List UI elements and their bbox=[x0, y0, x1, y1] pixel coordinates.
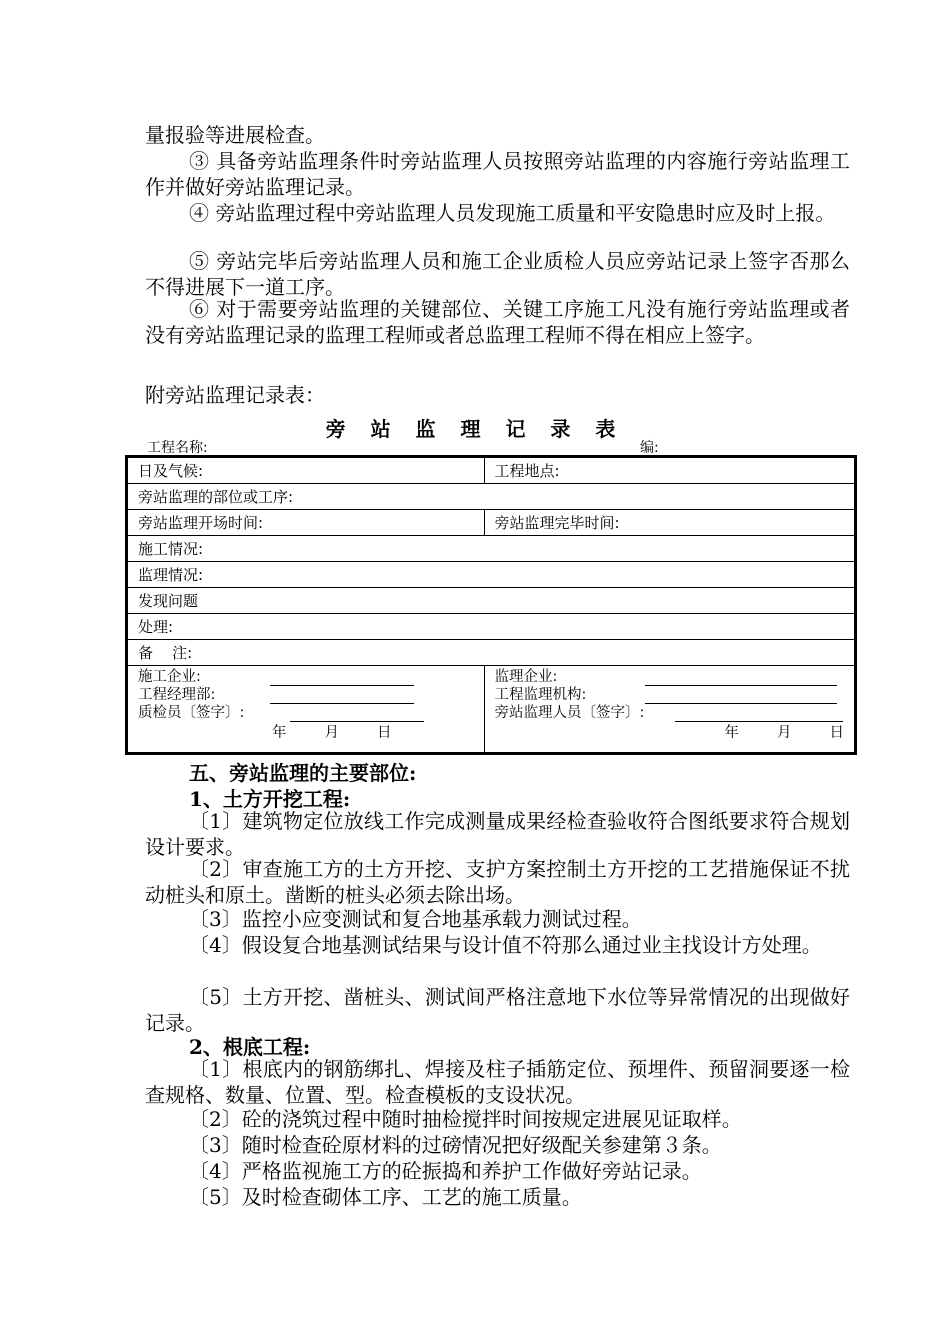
month-label: 月 bbox=[324, 725, 339, 741]
end-time-cell: 旁站监理完毕时间: bbox=[484, 510, 856, 536]
number-label: 编: bbox=[640, 440, 659, 456]
handling-cell: 处理: bbox=[127, 614, 856, 640]
year-label: 年 bbox=[272, 725, 287, 741]
supervision-sign-cell bbox=[484, 666, 856, 754]
location-cell: 工程地点: bbox=[484, 457, 856, 484]
table-row bbox=[127, 457, 856, 484]
section-heading: 五、旁站监理的主要部位: bbox=[189, 761, 417, 785]
list-item: 〔1〕建筑物定位放线工作完成测量成果经检查验收符合图纸要求符合规划设计要求。 bbox=[145, 809, 850, 859]
table-title: 旁 站 监 理 记 录 表 bbox=[325, 417, 625, 441]
remarks-cell: 备 注: bbox=[127, 640, 856, 666]
list-item: 〔2〕砼的浇筑过程中随时抽检搅拌时间按规定进展见证取样。 bbox=[189, 1107, 742, 1131]
inspector-label: 质检员〔签字〕: bbox=[138, 705, 245, 721]
list-item: 〔1〕根底内的钢筋绑扎、焊接及柱子插筋定位、预埋件、预留洞要逐一检查规格、数量、位置、型。检查模板的支设状况。 bbox=[145, 1057, 850, 1107]
list-item: 〔2〕审查施工方的土方开挖、支护方案控制土方开挖的工艺措施保证不扰动桩头和原土。凿断的桩头必须去除出场。 bbox=[145, 857, 850, 907]
construction-sign-cell bbox=[127, 666, 485, 754]
table-row bbox=[127, 536, 856, 562]
day-label: 日 bbox=[377, 725, 392, 741]
project-name-label: 工程名称: bbox=[147, 440, 208, 456]
paragraph: 附旁站监理记录表： bbox=[145, 383, 325, 407]
month-label: 月 bbox=[777, 725, 792, 741]
project-manager-label: 工程经理部: bbox=[138, 687, 216, 703]
table-row bbox=[127, 510, 856, 536]
start-time-cell: 旁站监理开场时间: bbox=[127, 510, 485, 536]
signature-line bbox=[290, 707, 424, 722]
signature-line bbox=[270, 671, 414, 686]
subsection-heading: 2、根底工程: bbox=[189, 1035, 311, 1059]
signature-line bbox=[270, 689, 414, 704]
supervisor-label: 旁站监理人员〔签字〕: bbox=[494, 705, 645, 721]
table-row bbox=[127, 588, 856, 614]
year-label: 年 bbox=[724, 725, 739, 741]
construction-company-label: 施工企业: bbox=[138, 669, 201, 685]
subsection-heading: 1、土方开挖工程: bbox=[189, 787, 351, 811]
part-process-cell: 旁站监理的部位或工序: bbox=[127, 484, 856, 510]
date-weather-cell: 日及气候: bbox=[127, 457, 485, 484]
table-row bbox=[127, 484, 856, 510]
supervision-status-cell: 监理情况: bbox=[127, 562, 856, 588]
day-label: 日 bbox=[829, 725, 844, 741]
list-item: 〔5〕及时检查砌体工序、工艺的施工质量。 bbox=[189, 1185, 582, 1209]
list-item: 〔4〕假设复合地基测试结果与设计值不符那么通过业主找设计方处理。 bbox=[189, 933, 822, 957]
list-item: 〔3〕随时检查砼原材料的过磅情况把好级配关参建第３条。 bbox=[189, 1133, 722, 1157]
paragraph: ⑥ 对于需要旁站监理的关键部位、关键工序施工凡没有施行旁站监理或者没有旁站监理记录的监理工程师或者总监理工程师不得在相应上签字。 bbox=[145, 297, 850, 347]
paragraph: ④ 旁站监理过程中旁站监理人员发现施工质量和平安隐患时应及时上报。 bbox=[189, 201, 836, 225]
supervision-company-label: 监理企业: bbox=[494, 669, 558, 685]
table-row bbox=[127, 640, 856, 666]
table-row bbox=[127, 562, 856, 588]
paragraph: ⑤ 旁站完毕后旁站监理人员和施工企业质检人员应旁站记录上签字否那么不得进展下一道工序。 bbox=[145, 249, 850, 299]
list-item: 〔3〕监控小应变测试和复合地基承载力测试过程。 bbox=[189, 907, 642, 931]
table-row bbox=[127, 666, 856, 754]
list-item: 〔5〕土方开挖、凿桩头、测试间严格注意地下水位等异常情况的出现做好记录。 bbox=[145, 985, 850, 1035]
construction-status-cell: 施工情况: bbox=[127, 536, 856, 562]
signature-line bbox=[645, 671, 837, 686]
problems-cell: 发现问题 bbox=[127, 588, 856, 614]
supervision-agency-label: 工程监理机构: bbox=[494, 687, 587, 703]
paragraph: ③ 具备旁站监理条件时旁站监理人员按照旁站监理的内容施行旁站监理工作并做好旁站监理记录。 bbox=[145, 149, 850, 199]
list-item: 〔4〕严格监视施工方的砼振捣和养护工作做好旁站记录。 bbox=[189, 1159, 702, 1183]
table-row bbox=[127, 614, 856, 640]
signature-line bbox=[675, 707, 843, 722]
paragraph: 量报验等进展检查。 bbox=[145, 123, 325, 147]
supervision-record-table bbox=[125, 455, 857, 755]
signature-line bbox=[645, 689, 837, 704]
